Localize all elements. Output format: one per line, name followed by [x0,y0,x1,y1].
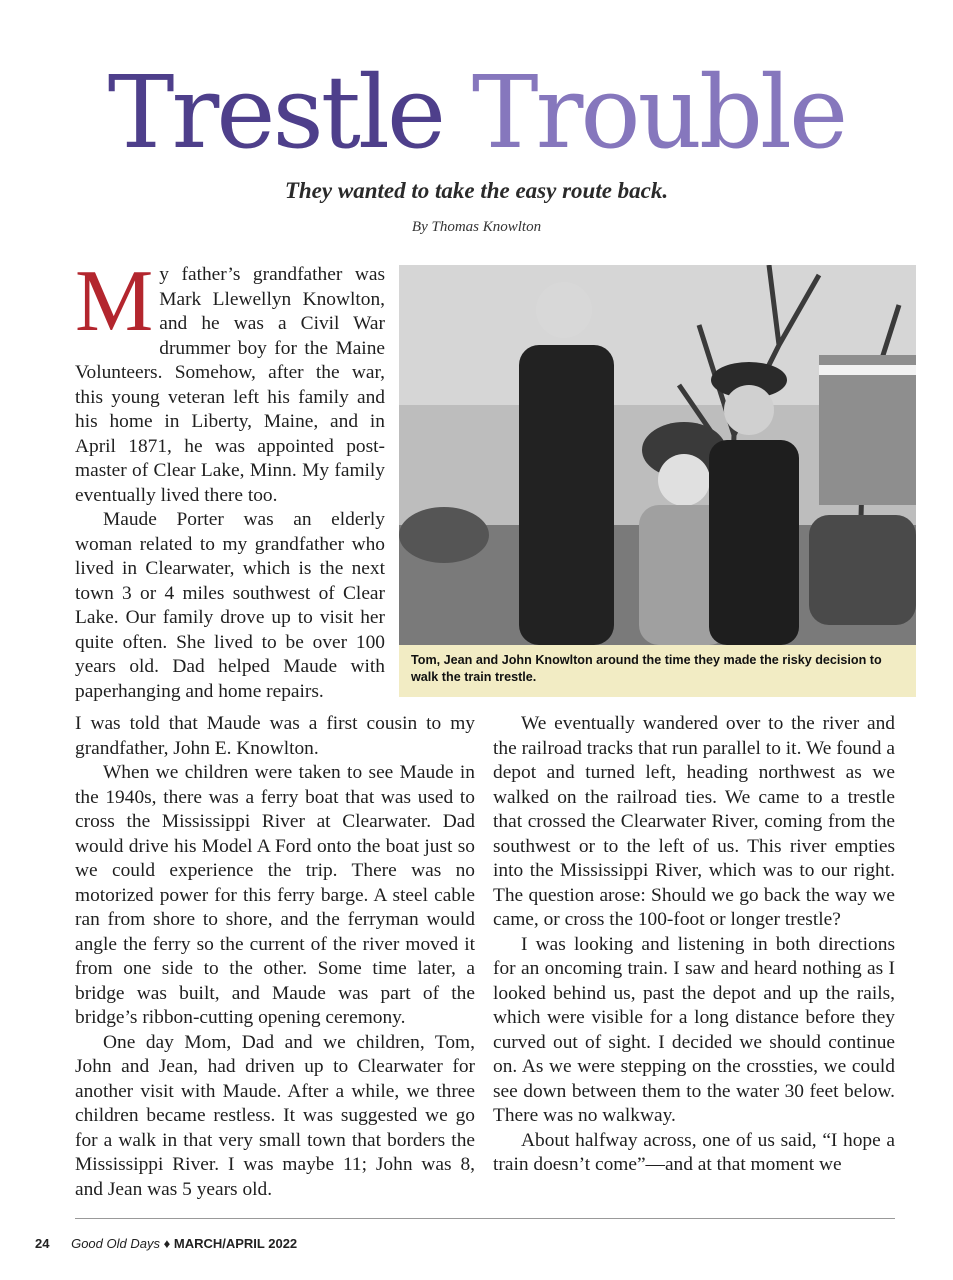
old-car-icon [399,507,489,563]
paragraph-1: My father’s grandfather was Mark Llewellyn Knowlton, and he was a Civil War drummer boy for the Maine Volunteers. Somehow, after the war, this young veteran left his family and his home in Liberty, Maine, and in April 1871, he was appointed post-master of Clear Lake, Minn. My family eventually lived there too. [75,253,385,506]
paragraph-4: One day Mom, Dad and we children, Tom, John and Jean, had driven up to Clearwater for another visit with Maude. After a while, we three children became restless. It was suggested we go for a walk in that very small town that borders the Mississippi River. I was maybe 11; John was 8, and Jean was 5 years old. [75,1031,475,1200]
page-number: 24 [35,1236,50,1251]
family-photo [399,265,916,645]
diamond-separator-icon: ♦ [163,1236,171,1251]
title-word-2: Trouble [471,54,846,171]
footer-rule [75,1218,895,1219]
magazine-name: Good Old Days [71,1236,160,1251]
article-title [0,54,953,171]
column-left-top [75,253,385,704]
drop-cap: M [75,253,154,350]
article-subtitle: They wanted to take the easy route back. [284,178,669,203]
paragraph-2-continued: I was told that Maude was a first cousin to my grandfather, John E. Knowlton. [75,713,475,759]
issue-date: MARCH/APRIL 2022 [173,1236,298,1251]
column-left-bottom [75,712,475,1202]
photo-caption: Tom, Jean and John Knowlton around the time they made the risky decision to walk the train trestle. [399,645,916,697]
paragraph-3: When we children were taken to see Maude in the 1940s, there was a ferry boat that was used to cross the Mississippi River at Clearwater. Dad would drive his Model A Ford onto the boat just so we could experience the trip. There was no motorized power for this ferry barge. A steel cable ran from shore to shore, and the ferryman would angle the ferry so the current of the river moved it from one side to the other. Some time later, a bridge was built, and Maude was part of the bridge’s ribbon-cutting opening ceremony. [75,762,475,1028]
stone-wall [809,515,916,625]
page-footer [35,1236,297,1251]
paragraph-7: About halfway across, one of us said, “I hope a train doesn’t come”—and at that moment we [493,1129,895,1175]
byline: By Thomas Knowlton [411,219,542,235]
paragraph-5: We eventually wandered over to the river and the railroad tracks that run parallel to it. We found a depot and turned left, heading northwest as we walked on the railroad ties. We came to a trestle that crossed the Clearwater River, coming from the southwest or to the left of us. This river empties into the Mississippi River, which was to our right. The question arose: Should we go back the way we came, or cross the 100-foot or longer trestle? [493,713,895,930]
photo-illustration [399,265,916,645]
paragraph-2: Maude Porter was an elderly woman related to my grandfather who lived in Clearwater, which is the next town 3 or 4 miles southwest of Clear Lake. Our family drove up to visit her quite often. She lived to be over 100 years old. Dad helped Maude with paperhanging and home repairs. [75,509,385,702]
paragraph-6: I was looking and listening in both directions for an oncoming train. I saw and heard nothing as I looked behind us, past the depot and up the rails, which were visible for a long distance before they curved out of sight. I decided we should continue on. As we were stepping on the crossties, we could see down between them to the water 30 feet below. There was no walkway. [493,933,895,1126]
title-word-1: Trestle [107,54,444,171]
column-right [493,712,895,1178]
